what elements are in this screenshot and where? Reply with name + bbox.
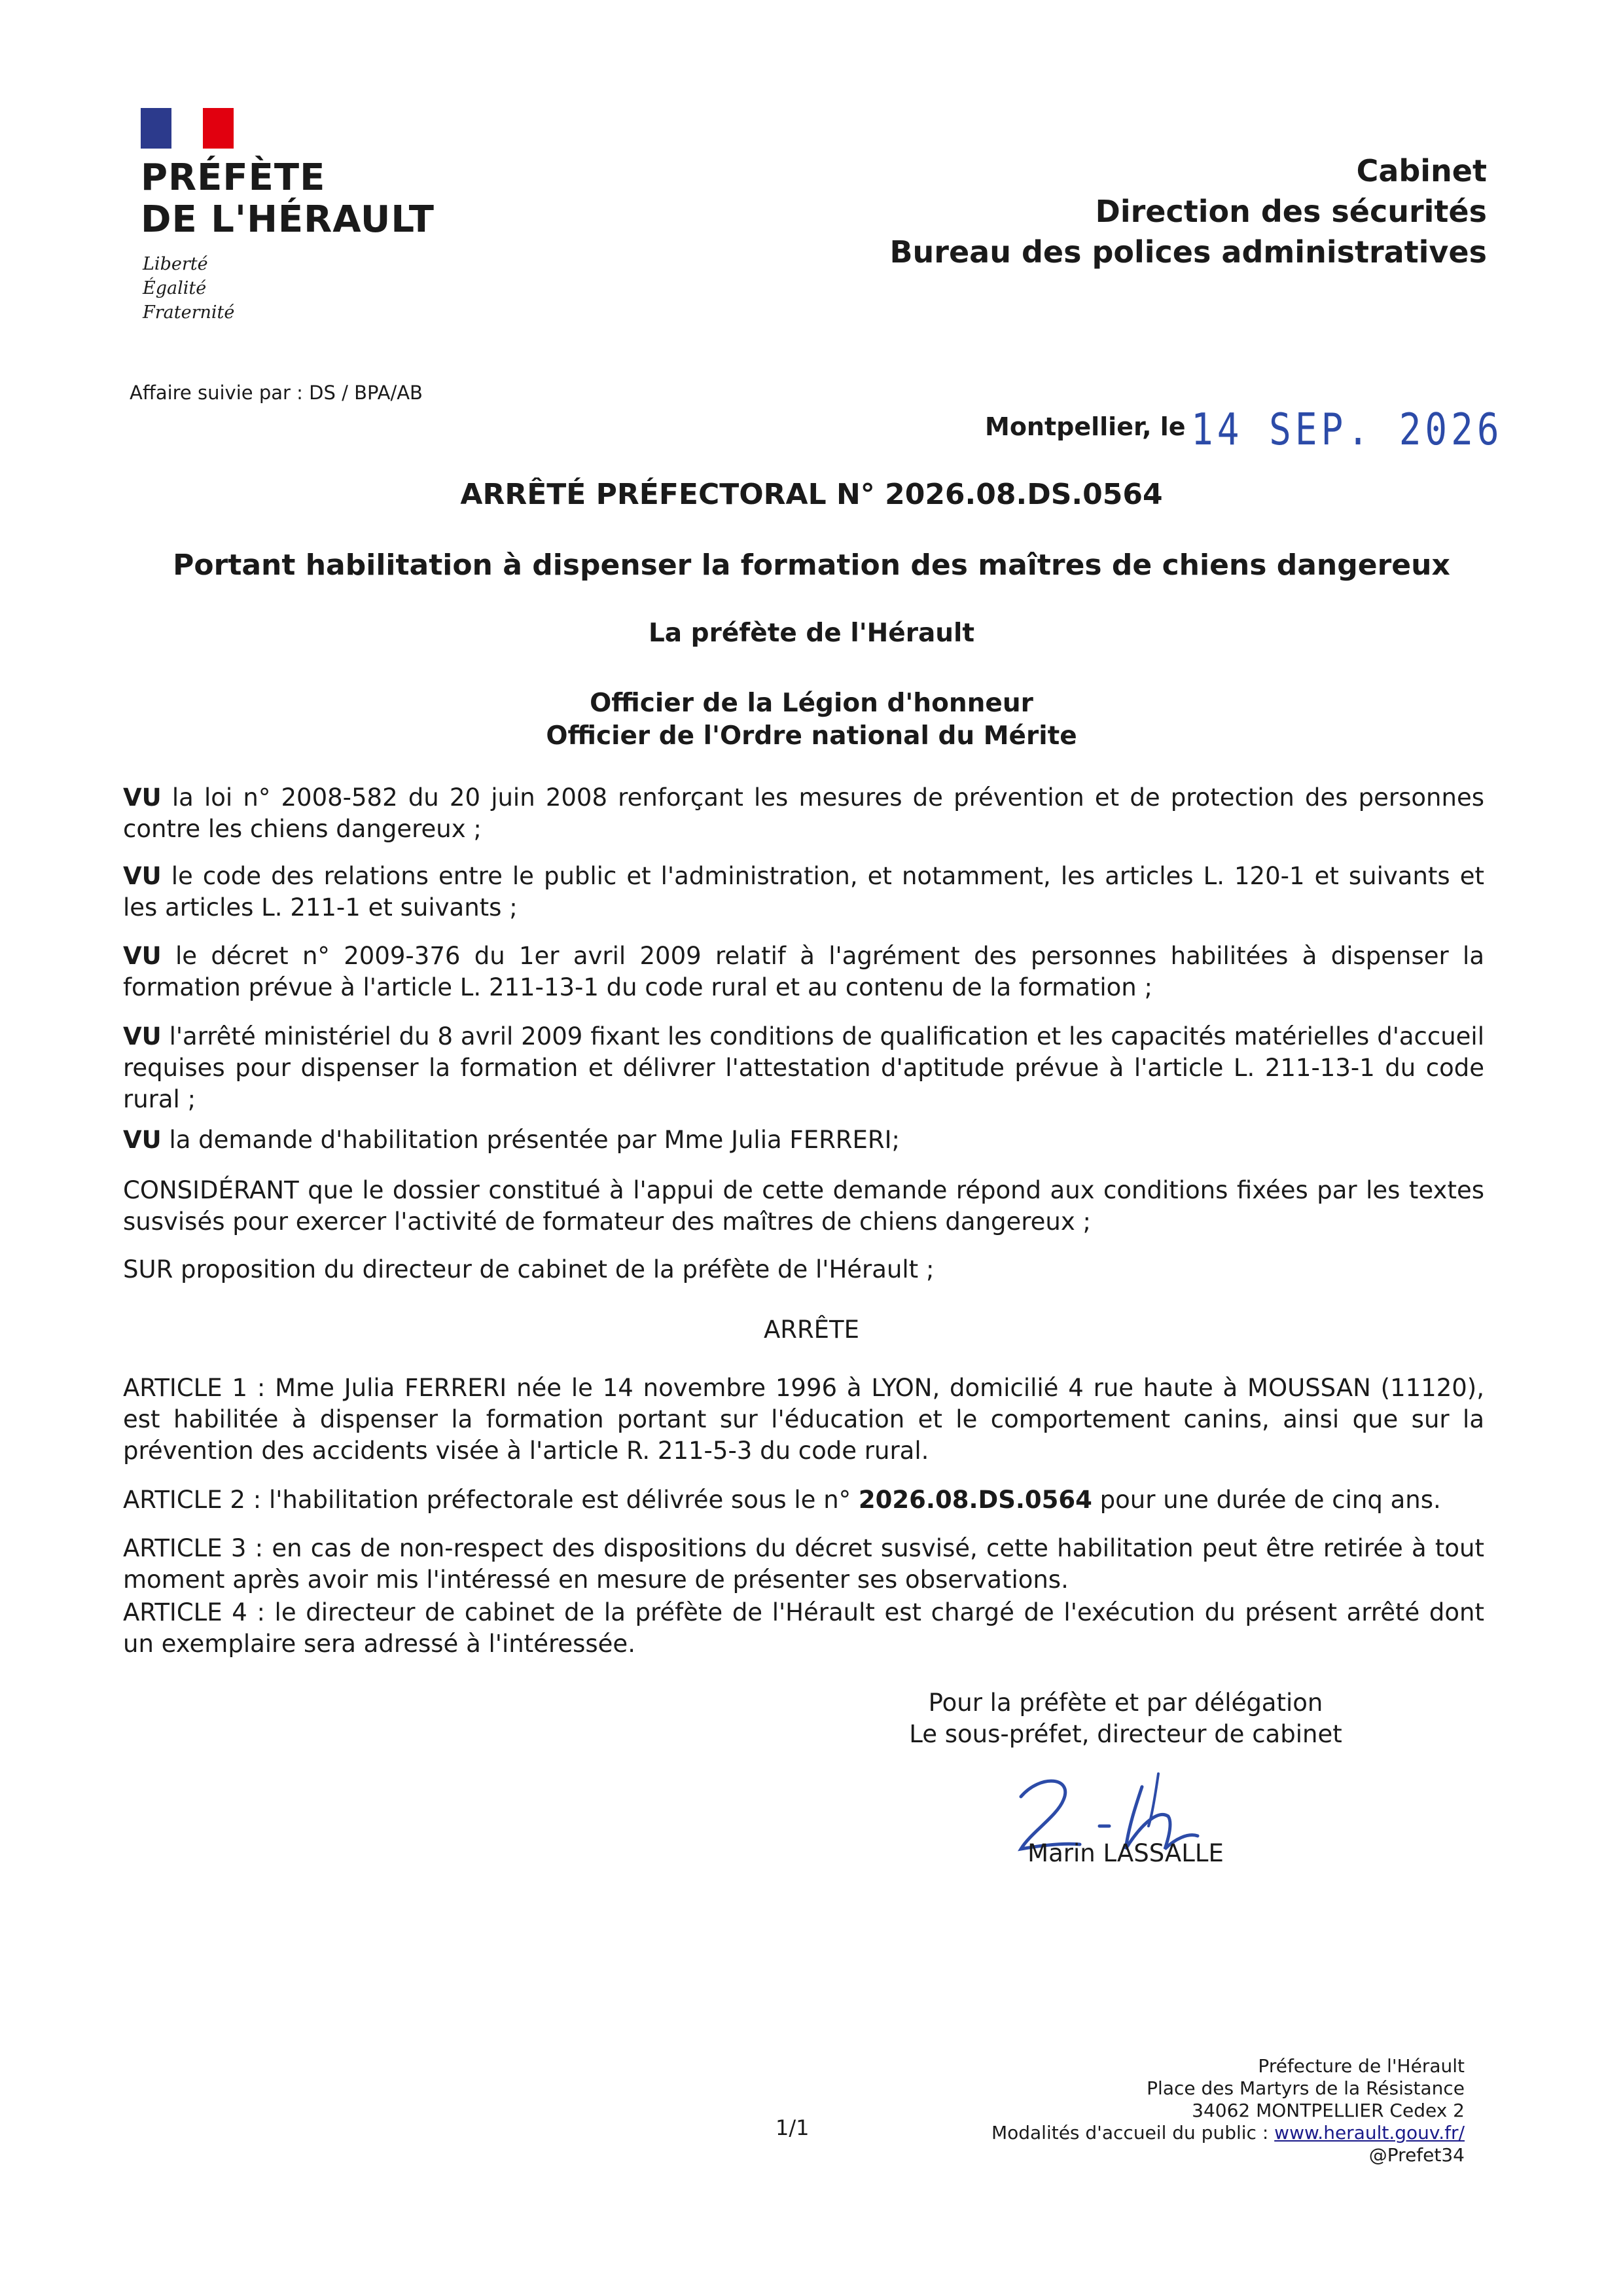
signatory-name: Marin LASSALLE <box>1027 1839 1224 1867</box>
article-1: ARTICLE 1 : Mme Julia FERRERI née le 14 novembre 1996 à LYON, domicilié 4 rue haute à MOUSSAN (11120), est habilitée à dispenser la formation portant sur l'éducation et le comportement canins, ainsi que sur la prévention des accidents visée à l'article R. 211-5-3 du code rural. <box>123 1374 1484 1465</box>
signature-line-1: Pour la préfète et par délégation <box>928 1689 1323 1717</box>
footer-accueil-label: Modalités d'accueil du public : <box>991 2122 1275 2144</box>
vu-paragraph <box>123 1021 1484 1115</box>
footer-line-1: Préfecture de l'Hérault <box>1258 2055 1465 2077</box>
vu-text: la demande d'habilitation présentée par Mme Julia FERRERI; <box>161 1126 900 1154</box>
republic-motto <box>143 252 234 325</box>
motto-fraternite: Fraternité <box>143 302 235 323</box>
footer-line-2: Place des Martyrs de la Résistance <box>1147 2077 1465 2099</box>
arrete-heading: ARRÊTE <box>763 1316 860 1344</box>
article-4: ARTICLE 4 : le directeur de cabinet de la préfète de l'Hérault est chargé de l'exécution du présent arrêté dont un exemplaire sera adressé à l'intéressée. <box>123 1598 1484 1658</box>
vu-prefix: VU <box>123 862 162 890</box>
authority-name <box>141 157 435 241</box>
vu-paragraph <box>123 941 1484 1003</box>
vu-prefix: VU <box>123 783 162 812</box>
sur-proposition-paragraph: SUR proposition du directeur de cabinet de la préfète de l'Hérault ; <box>123 1255 935 1283</box>
honors-block <box>0 687 1623 753</box>
flag-white-band <box>171 108 203 149</box>
city-date-label: Montpellier, le <box>985 412 1186 441</box>
article-2-duration: pour une durée de cinq ans. <box>1092 1486 1441 1514</box>
arrete-number-title: ARRÊTÉ PRÉFECTORAL N° 2026.08.DS.0564 <box>460 478 1163 511</box>
motto-liberte: Liberté <box>143 254 208 274</box>
footer-line-3: 34062 MONTPELLIER Cedex 2 <box>1192 2100 1465 2121</box>
honor-legion: Officier de la Légion d'honneur <box>590 689 1033 718</box>
dept-cabinet: Cabinet <box>1356 153 1487 188</box>
article-2 <box>123 1484 1484 1516</box>
signature-delegation <box>851 1687 1400 1750</box>
article-3: ARTICLE 3 : en cas de non-respect des dispositions du décret susvisé, cette habilitation peut être retirée à tout moment après avoir mis l'intéressé en mesure de présenter ses observations. <box>123 1534 1484 1594</box>
vu-text: le décret n° 2009-376 du 1er avril 2009 relatif à l'agrément des personnes habilitées à dispenser la formation prévue à l'article L. 211-13-1 du code rural et au contenu de la formation ; <box>123 942 1484 1001</box>
honor-merite: Officier de l'Ordre national du Mérite <box>546 721 1077 751</box>
page-number: 1/1 <box>776 2115 810 2140</box>
dept-bureau: Bureau des polices administratives <box>889 234 1487 270</box>
vu-text: l'arrêté ministériel du 8 avril 2009 fixant les conditions de qualification et les capacités matérielles d'accueil requises pour dispenser la formation et délivrer l'attestation d'aptitude prévue à l'article L. 211-13-1 du code rural ; <box>123 1022 1484 1113</box>
vu-prefix: VU <box>123 942 162 970</box>
signature-line-2: Le sous-préfet, directeur de cabinet <box>909 1720 1342 1748</box>
vu-prefix: VU <box>123 1126 162 1154</box>
arrete-subject: Portant habilitation à dispenser la formation des maîtres de chiens dangereux <box>173 548 1450 582</box>
footer-website-link[interactable]: www.herault.gouv.fr/ <box>1274 2122 1465 2144</box>
prefecture-footer <box>991 2055 1465 2166</box>
vu-paragraph <box>123 782 1484 845</box>
department-header <box>889 151 1487 272</box>
motto-egalite: Égalité <box>143 278 207 298</box>
vu-text: le code des relations entre le public et l'administration, et notamment, les articles L. 120-1 et suivants et les articles L. 211-1 et suivants ; <box>123 862 1484 922</box>
marianne-flag-logo <box>141 108 234 149</box>
article-2-text: ARTICLE 2 : l'habilitation préfectorale est délivrée sous le n° <box>123 1486 859 1514</box>
dept-direction: Direction des sécurités <box>1095 194 1487 229</box>
article-2-number: 2026.08.DS.0564 <box>858 1486 1092 1514</box>
footer-line-4 <box>991 2122 1465 2144</box>
authority-line-1: PRÉFÈTE <box>141 156 326 199</box>
affaire-reference: Affaire suivie par : DS / BPA/AB <box>130 382 423 404</box>
footer-twitter-handle: @Prefet34 <box>1368 2144 1465 2166</box>
date-stamp: 14 SEP. 2026 <box>1191 404 1503 456</box>
vu-text: la loi n° 2008-582 du 20 juin 2008 renforçant les mesures de prévention et de protection des personnes contre les chiens dangereux ; <box>123 783 1484 843</box>
vu-paragraph <box>123 861 1484 924</box>
vu-paragraph <box>123 1124 1484 1156</box>
authority-line-2: DE L'HÉRAULT <box>141 198 435 241</box>
considerant-paragraph: CONSIDÉRANT que le dossier constitué à l'appui de cette demande répond aux conditions fixées par les textes susvisés pour exercer l'activité de formateur des maîtres de chiens dangereux ; <box>123 1176 1484 1236</box>
flag-red-band <box>203 108 234 149</box>
flag-blue-band <box>141 108 171 149</box>
authority-title: La préfète de l'Hérault <box>648 619 975 648</box>
vu-prefix: VU <box>123 1022 162 1050</box>
